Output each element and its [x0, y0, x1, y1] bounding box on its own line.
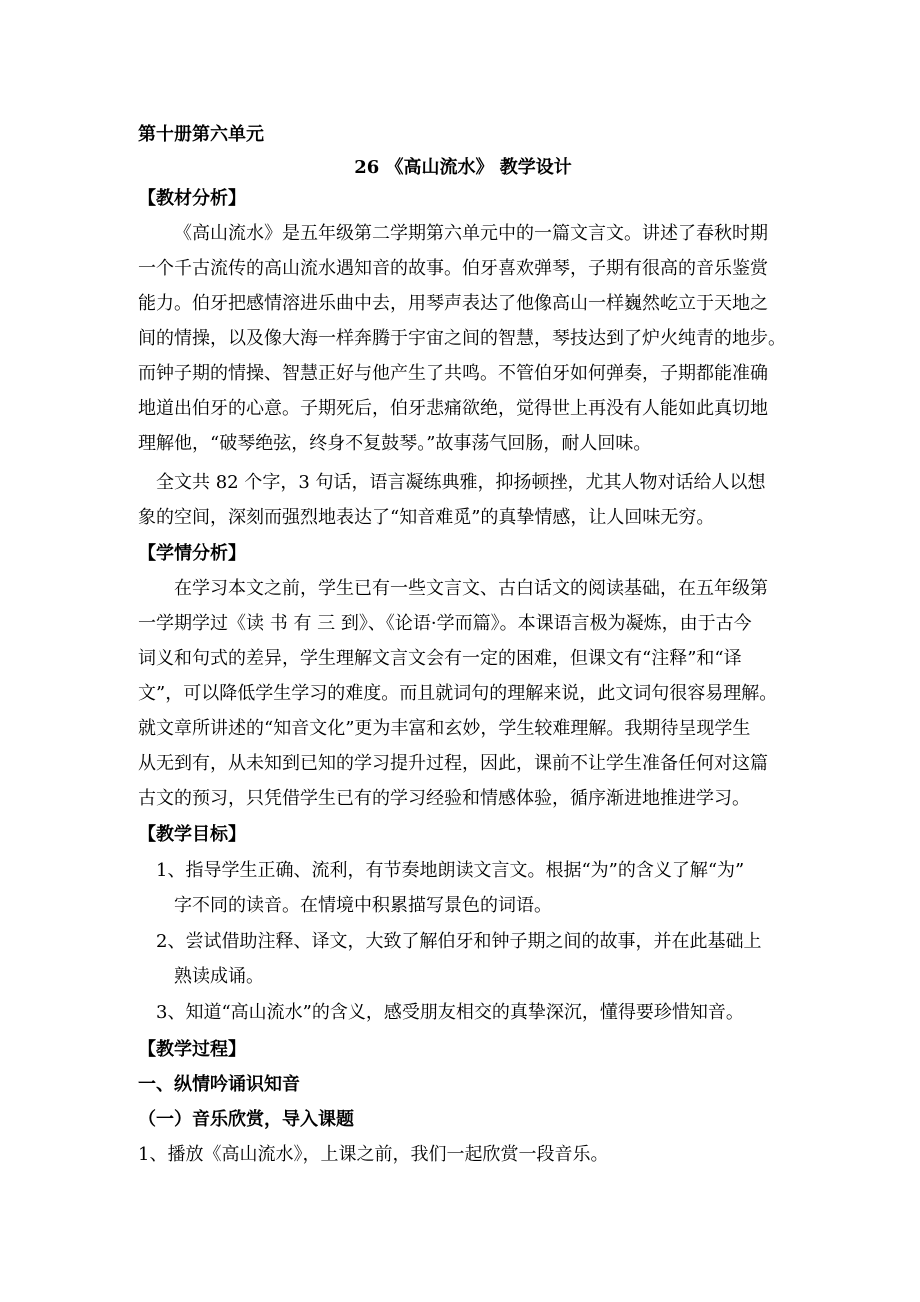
goal-item-2-cont: 熟读成诵。	[174, 966, 264, 987]
unit-label: 第十册第六单元	[138, 124, 264, 145]
goal-item-1: 1、指导学生正确、流利，有节奏地朗读文言文。根据“为”的含义了解“为”	[156, 860, 745, 881]
paragraph-line: 地道出伯牙的心意。子期死后，伯牙悲痛欲绝，觉得世上再没有人能如此真切地	[138, 398, 768, 419]
paragraph-line: 词义和句式的差异，学生理解文言文会有一定的困难，但课文有“注释”和“译	[138, 648, 742, 669]
heading-teaching-goals: 【教学目标】	[138, 824, 246, 845]
paragraph-line: 《高山流水》是五年级第二学期第六单元中的一篇文言文。讲述了春秋时期	[174, 223, 768, 244]
paragraph-line: 在学习本文之前，学生已有一些文言文、古白话文的阅读基础，在五年级第	[174, 578, 768, 599]
paragraph-line: 一个千古流传的高山流水遇知音的故事。伯牙喜欢弹琴，子期有很高的音乐鉴赏	[138, 258, 768, 279]
process-step-1: 1、播放《高山流水》，上课之前，我们一起欣赏一段音乐。	[138, 1144, 609, 1165]
process-sub-1: （一）音乐欣赏，导入课题	[138, 1109, 354, 1130]
paragraph-line: 能力。伯牙把感情溶进乐曲中去，用琴声表达了他像高山一样巍然屹立于天地之	[138, 293, 768, 314]
process-part-1: 一、纵情吟诵识知音	[138, 1074, 300, 1095]
paragraph-line: 就文章所讲述的“知音文化”更为丰富和玄妙，学生较难理解。我期待呈现学生	[138, 718, 751, 739]
goal-item-2: 2、尝试借助注释、译文，大致了解伯牙和钟子期之间的故事，并在此基础上	[156, 931, 762, 952]
paragraph-line: 间的情操，以及像大海一样奔腾于宇宙之间的智慧，琴技达到了炉火纯青的地步。	[138, 328, 786, 349]
paragraph-line: 而钟子期的情操、智慧正好与他产生了共鸣。不管伯牙如何弹奏，子期都能准确	[138, 363, 768, 384]
goal-item-1-cont: 字不同的读音。在情境中积累描写景色的词语。	[174, 895, 552, 916]
heading-textbook-analysis: 【教材分析】	[138, 188, 246, 209]
heading-teaching-process: 【教学过程】	[138, 1039, 246, 1060]
paragraph-line: 理解他，“破琴绝弦，终身不复鼓琴。”故事荡气回肠，耐人回味。	[138, 433, 652, 454]
paragraph-line: 从无到有，从未知到已知的学习提升过程，因此，课前不让学生准备任何对这篇	[138, 753, 768, 774]
goal-item-3: 3、知道“高山流水”的含义，感受朋友相交的真挚深沉，懂得要珍惜知音。	[156, 1002, 744, 1023]
paragraph-line: 全文共 82 个字，3 句话，语言凝练典雅，抑扬顿挫，尤其人物对话给人以想	[156, 472, 766, 493]
paragraph-line: 文”，可以降低学生学习的难度。而且就词句的理解来说，此文词句很容易理解。	[138, 683, 778, 704]
paragraph-line: 古文的预习，只凭借学生已有的学习经验和情感体验，循序渐进地推进学习。	[138, 788, 750, 809]
paragraph-line: 象的空间，深刻而强烈地表达了“知音难觅”的真挚情感，让人回味无穷。	[138, 507, 715, 528]
paragraph-line: 一学期学过《读 书 有 三 到》、《论语·学而篇》。本课语言极为凝炼，由于古今	[138, 613, 752, 634]
document-title: 26 《高山流水》 教学设计	[354, 157, 572, 178]
heading-student-analysis: 【学情分析】	[138, 543, 246, 564]
